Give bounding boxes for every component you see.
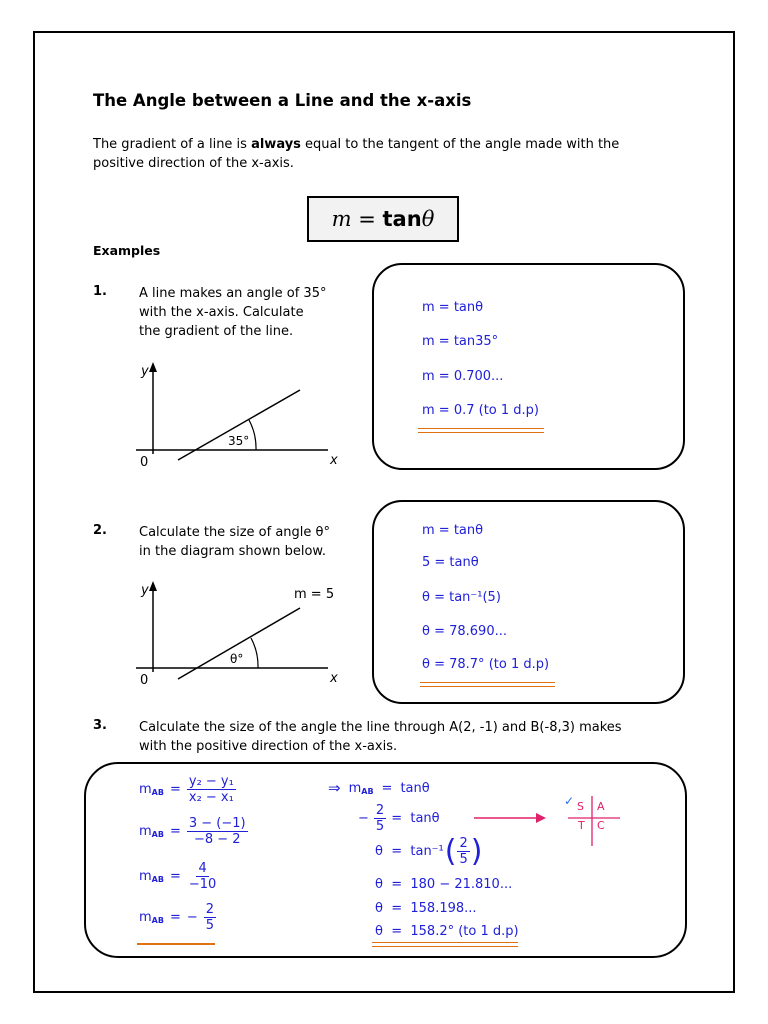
answer-underline <box>137 943 215 945</box>
x-label: x <box>330 453 338 468</box>
example-2-answer-line-4: θ = 78.690... <box>422 624 507 639</box>
gradient-step-1 <box>139 774 236 805</box>
origin-label: 0 <box>140 673 149 688</box>
example-1-answer-line-1: m = tanθ <box>422 300 484 315</box>
angle-step-1 <box>328 779 430 797</box>
gradient-step-4 <box>139 902 216 933</box>
answer-underline <box>372 942 518 943</box>
cast-c: C <box>597 819 605 832</box>
m-ab-label: $m_{AB}$ <box>139 824 164 839</box>
answer-underline <box>372 946 518 947</box>
intro-text-start: The gradient of a line is <box>93 137 252 152</box>
formula-equals: = <box>351 207 383 231</box>
example-1-diagram <box>128 358 348 473</box>
implies-arrow: ⇒ <box>328 779 341 797</box>
angle-label: 35° <box>228 434 250 448</box>
example-3-question-line-1: Calculate the size of the angle the line through A(2, -1) and B(-8,3) makes <box>139 720 622 735</box>
example-3-question-line-2: with the positive direction of the x-axis. <box>139 739 398 754</box>
example-1-number: 1. <box>93 284 107 299</box>
answer-underline <box>420 686 555 687</box>
angle-step-3 <box>375 833 483 869</box>
intro-bold-word: always <box>251 137 301 152</box>
angle-step-5: θ = 158.198... <box>375 901 477 916</box>
intro-line-1 <box>93 135 619 154</box>
equals-sign: = <box>381 780 393 796</box>
m-ab-label: $m_{AB}$ <box>139 910 164 925</box>
gradient-step-2 <box>139 816 248 847</box>
angle-step-2 <box>358 803 440 834</box>
key-formula <box>309 198 457 240</box>
angle-arc <box>251 638 258 668</box>
y-label: y <box>141 364 149 379</box>
fraction: $\frac{2}{5}$ <box>205 902 215 933</box>
fraction: $\frac{2}{5}$ <box>459 836 468 867</box>
example-2-answer-line-1: m = tanθ <box>422 523 484 538</box>
example-1-answer-line-4: m = 0.7 (to 1 d.p) <box>422 403 539 418</box>
formula-theta: θ <box>421 207 435 231</box>
fraction: $\frac{2}{5}$ <box>375 803 385 834</box>
example-2-answer-line-3: θ = tan⁻¹(5) <box>422 590 501 605</box>
tick-icon: ✓ <box>564 794 575 808</box>
formula-m: m <box>331 207 352 231</box>
origin-label: 0 <box>140 455 149 470</box>
cast-t: T <box>578 819 585 832</box>
equals-sign: = <box>169 869 181 884</box>
m-ab-label: $m_{AB}$ <box>139 782 164 797</box>
answer-underline <box>418 428 544 429</box>
arrow-icon <box>472 810 552 826</box>
example-1-question-line-3: the gradient of the line. <box>139 324 294 339</box>
equals-sign: = <box>169 910 181 925</box>
x-label: x <box>330 671 338 686</box>
example-2-answer-box <box>372 500 685 704</box>
example-2-answer-line-2: 5 = tanθ <box>422 555 479 570</box>
close-paren: ) <box>470 833 483 869</box>
intro-text-end: equal to the tangent of the angle made with the <box>300 137 620 152</box>
example-1-answer-box <box>372 263 685 470</box>
key-formula-box <box>307 196 459 242</box>
page-title: The Angle between a Line and the x-axis <box>93 91 472 110</box>
example-1-question-line-1: A line makes an angle of 35° <box>139 286 327 301</box>
example-2-diagram <box>128 577 348 689</box>
open-paren: ( <box>444 833 457 869</box>
m-ab-label: $m_{AB}$ <box>348 780 374 796</box>
angle-label: θ° <box>230 652 244 666</box>
cast-a: A <box>597 800 605 813</box>
angle-step-6: θ = 158.2° (to 1 d.p) <box>375 924 519 939</box>
inverse-tan: θ = tan⁻¹ <box>375 844 444 859</box>
tan-theta: tanθ <box>400 780 430 796</box>
fraction: $\frac{3 - (-1)}{-8 - 2}$ <box>188 816 246 847</box>
answer-underline <box>420 682 555 683</box>
minus-sign: − <box>358 811 369 826</box>
cast-s: S <box>577 800 584 813</box>
m-ab-label: $m_{AB}$ <box>139 869 164 884</box>
y-axis-arrow <box>149 581 157 591</box>
y-axis-arrow <box>149 362 157 372</box>
example-2-question-line-2: in the diagram shown below. <box>139 544 326 559</box>
intro-line-2: positive direction of the x-axis. <box>93 156 294 171</box>
example-2-question-line-1: Calculate the size of angle θ° <box>139 525 330 540</box>
formula-tan: tan <box>382 207 422 231</box>
example-2-number: 2. <box>93 523 107 538</box>
equals-sign: = <box>169 824 181 839</box>
equals-sign: = <box>169 782 181 797</box>
angle-step-4: θ = 180 − 21.810... <box>375 877 513 892</box>
fraction: $\frac{4}{-10}$ <box>188 861 217 892</box>
tan-theta: = tanθ <box>391 811 440 826</box>
gradient-label: m = 5 <box>294 587 335 602</box>
examples-heading: Examples <box>93 243 161 258</box>
fraction: $\frac{\text{y₂ − y₁}}{\text{x₂ − x₁}}$ <box>188 774 234 805</box>
y-label: y <box>141 583 149 598</box>
example-1-answer-line-2: m = tan35° <box>422 334 499 349</box>
example-2-answer-line-5: θ = 78.7° (to 1 d.p) <box>422 657 550 672</box>
gradient-step-3 <box>139 861 218 892</box>
answer-underline <box>418 432 544 433</box>
example-1-answer-line-3: m = 0.700... <box>422 369 504 384</box>
example-1-question-line-2: with the x-axis. Calculate <box>139 305 304 320</box>
minus-sign: − <box>186 910 198 925</box>
angle-arc <box>249 420 256 450</box>
example-3-number: 3. <box>93 718 107 733</box>
